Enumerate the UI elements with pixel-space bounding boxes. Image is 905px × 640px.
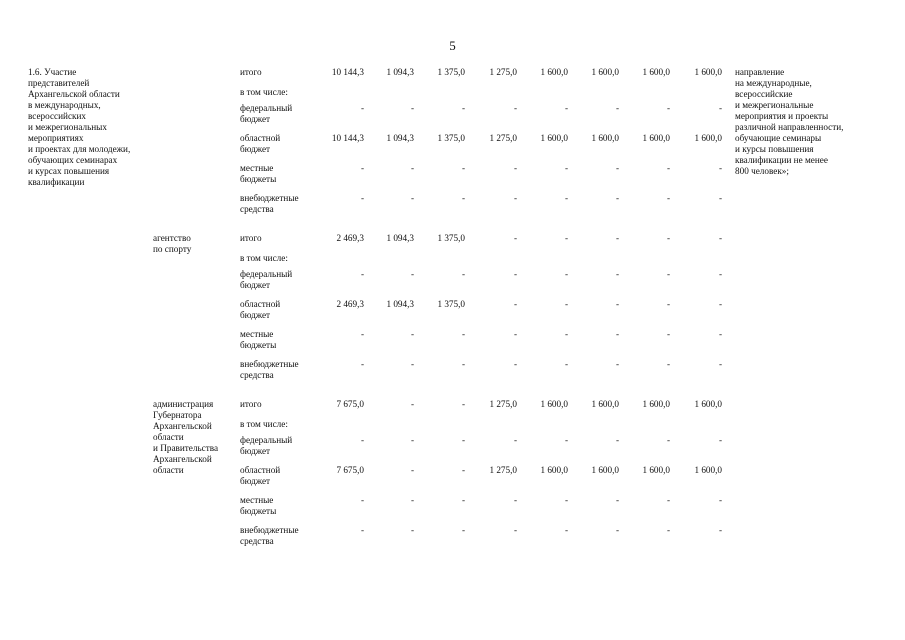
- funding-value: 1 375,0: [437, 67, 465, 77]
- funding-value: 10 144,3: [331, 133, 364, 143]
- funding-source: внебюджетные средства: [240, 525, 299, 546]
- funding-value: 1 600,0: [694, 133, 722, 143]
- funding-value: -: [461, 359, 465, 369]
- activity-title: 1.6. Участие представителей Архангельской области в международных, всероссийских и межрегиональных мероприятиях и проектах для молодежи, обучающих семинарах и курсах повышения квалификации: [28, 67, 131, 187]
- funding-value: -: [718, 359, 722, 369]
- funding-value: -: [513, 269, 517, 279]
- funding-value: 1 094,3: [386, 67, 414, 77]
- funding-value: 2 469,3: [336, 299, 364, 309]
- funding-source: областной бюджет: [240, 465, 281, 486]
- funding-value: -: [410, 465, 414, 475]
- funding-value: -: [360, 525, 364, 535]
- funding-value: -: [666, 233, 670, 243]
- funding-value: -: [718, 233, 722, 243]
- funding-value: -: [564, 525, 568, 535]
- funding-value: -: [666, 163, 670, 173]
- funding-value: -: [360, 359, 364, 369]
- funding-source: федеральный бюджет: [240, 435, 293, 456]
- funding-value: -: [564, 435, 568, 445]
- funding-value: -: [410, 399, 414, 409]
- funding-value: 1 600,0: [642, 465, 670, 475]
- funding-value: 1 600,0: [540, 399, 568, 409]
- table-row: [0, 193, 905, 223]
- funding-source: итого: [240, 233, 262, 243]
- funding-source: в том числе:: [240, 419, 288, 429]
- funding-value: -: [718, 329, 722, 339]
- funding-value: 2 469,3: [336, 233, 364, 243]
- funding-value: -: [410, 163, 414, 173]
- funding-source: федеральный бюджет: [240, 103, 293, 124]
- funding-value: -: [564, 495, 568, 505]
- table-row: [0, 133, 905, 163]
- table-row: [0, 299, 905, 329]
- funding-value: -: [513, 525, 517, 535]
- table-row: [0, 359, 905, 389]
- funding-value: -: [461, 435, 465, 445]
- funding-source: областной бюджет: [240, 133, 281, 154]
- funding-value: 1 094,3: [386, 233, 414, 243]
- funding-value: -: [666, 359, 670, 369]
- funding-value: -: [615, 495, 619, 505]
- funding-value: -: [718, 193, 722, 203]
- table-row: [0, 525, 905, 555]
- funding-value: -: [666, 193, 670, 203]
- funding-value: -: [410, 525, 414, 535]
- funding-value: 1 600,0: [642, 399, 670, 409]
- funding-value: -: [564, 359, 568, 369]
- funding-value: -: [410, 103, 414, 113]
- funding-value: 1 094,3: [386, 299, 414, 309]
- funding-value: -: [410, 193, 414, 203]
- funding-value: -: [564, 193, 568, 203]
- funding-value: -: [718, 269, 722, 279]
- funding-value: -: [718, 163, 722, 173]
- funding-value: -: [718, 435, 722, 445]
- funding-value: -: [513, 359, 517, 369]
- funding-value: 1 094,3: [386, 133, 414, 143]
- funding-value: -: [513, 193, 517, 203]
- funding-source: федеральный бюджет: [240, 269, 293, 290]
- table-row: [0, 329, 905, 359]
- funding-value: -: [564, 329, 568, 339]
- funding-value: -: [718, 299, 722, 309]
- funding-value: -: [615, 233, 619, 243]
- funding-value: -: [615, 435, 619, 445]
- funding-value: -: [360, 193, 364, 203]
- funding-value: 1 600,0: [540, 133, 568, 143]
- funding-value: -: [666, 329, 670, 339]
- funding-value: -: [513, 299, 517, 309]
- funding-source: местные бюджеты: [240, 495, 277, 516]
- funding-value: -: [615, 525, 619, 535]
- funding-value: -: [360, 103, 364, 113]
- funding-source: итого: [240, 67, 262, 77]
- funding-value: -: [564, 103, 568, 113]
- funding-value: -: [718, 103, 722, 113]
- funding-source: итого: [240, 399, 262, 409]
- funding-value: 1 600,0: [540, 465, 568, 475]
- funding-value: -: [564, 269, 568, 279]
- funding-value: -: [360, 269, 364, 279]
- funding-value: 7 675,0: [336, 465, 364, 475]
- table-row: [0, 435, 905, 465]
- funding-value: -: [513, 233, 517, 243]
- funding-value: -: [666, 269, 670, 279]
- funding-value: -: [666, 103, 670, 113]
- funding-value: -: [461, 163, 465, 173]
- activity-indicator: направление на международные, всероссийские и межрегиональные мероприятия и проекты различной направленности, обучающие семинары и курсы повышения квалификации не менее 800 человек»;: [735, 67, 844, 176]
- funding-value: 1 275,0: [489, 399, 517, 409]
- funding-value: 1 375,0: [437, 233, 465, 243]
- funding-value: -: [461, 269, 465, 279]
- funding-value: -: [513, 495, 517, 505]
- funding-value: -: [666, 299, 670, 309]
- funding-value: -: [513, 103, 517, 113]
- table-row: [0, 269, 905, 299]
- funding-value: 1 275,0: [489, 133, 517, 143]
- funding-value: 1 600,0: [642, 67, 670, 77]
- funding-value: -: [564, 163, 568, 173]
- funding-value: 1 600,0: [591, 399, 619, 409]
- funding-value: -: [564, 299, 568, 309]
- funding-value: -: [410, 269, 414, 279]
- funding-value: 1 600,0: [591, 67, 619, 77]
- funding-value: -: [564, 233, 568, 243]
- funding-value: -: [360, 329, 364, 339]
- funding-value: -: [615, 359, 619, 369]
- funding-value: -: [513, 329, 517, 339]
- funding-value: 1 275,0: [489, 67, 517, 77]
- funding-value: 1 600,0: [540, 67, 568, 77]
- funding-value: -: [666, 495, 670, 505]
- funding-value: -: [615, 103, 619, 113]
- funding-value: -: [513, 163, 517, 173]
- funding-value: 1 375,0: [437, 299, 465, 309]
- funding-value: -: [615, 299, 619, 309]
- funding-value: -: [461, 399, 465, 409]
- funding-value: -: [360, 435, 364, 445]
- funding-value: -: [615, 329, 619, 339]
- funding-value: 1 600,0: [591, 133, 619, 143]
- funding-value: -: [410, 435, 414, 445]
- funding-value: -: [360, 495, 364, 505]
- funding-value: -: [461, 525, 465, 535]
- funding-value: 1 600,0: [694, 399, 722, 409]
- funding-source: в том числе:: [240, 87, 288, 97]
- table-row: [0, 163, 905, 193]
- funding-source: внебюджетные средства: [240, 359, 299, 380]
- funding-value: -: [461, 495, 465, 505]
- funding-value: 1 600,0: [694, 67, 722, 77]
- funding-value: -: [410, 329, 414, 339]
- funding-value: -: [513, 435, 517, 445]
- funding-value: -: [360, 163, 364, 173]
- funding-source: местные бюджеты: [240, 329, 277, 350]
- funding-value: -: [666, 435, 670, 445]
- funding-value: 1 600,0: [694, 465, 722, 475]
- funding-value: -: [718, 525, 722, 535]
- funding-value: 1 375,0: [437, 133, 465, 143]
- funding-value: -: [615, 193, 619, 203]
- funding-value: 1 600,0: [642, 133, 670, 143]
- table-row: [0, 495, 905, 525]
- funding-value: -: [461, 329, 465, 339]
- funding-value: 10 144,3: [331, 67, 364, 77]
- executor-name: администрация Губернатора Архангельской области и Правительства Архангельской области: [153, 399, 219, 475]
- funding-value: 1 600,0: [591, 465, 619, 475]
- funding-value: -: [615, 269, 619, 279]
- funding-value: -: [410, 495, 414, 505]
- funding-value: -: [615, 163, 619, 173]
- table-row: [0, 103, 905, 133]
- funding-value: -: [718, 495, 722, 505]
- executor-name: агентство по спорту: [153, 233, 192, 254]
- funding-source: местные бюджеты: [240, 163, 277, 184]
- funding-source: внебюджетные средства: [240, 193, 299, 214]
- funding-value: -: [410, 359, 414, 369]
- funding-value: 7 675,0: [336, 399, 364, 409]
- funding-source: в том числе:: [240, 253, 288, 263]
- funding-value: -: [461, 103, 465, 113]
- funding-value: -: [461, 465, 465, 475]
- funding-source: областной бюджет: [240, 299, 281, 320]
- page-number: 5: [449, 38, 456, 53]
- funding-value: -: [461, 193, 465, 203]
- funding-value: 1 275,0: [489, 465, 517, 475]
- funding-value: -: [666, 525, 670, 535]
- table-row: [0, 465, 905, 495]
